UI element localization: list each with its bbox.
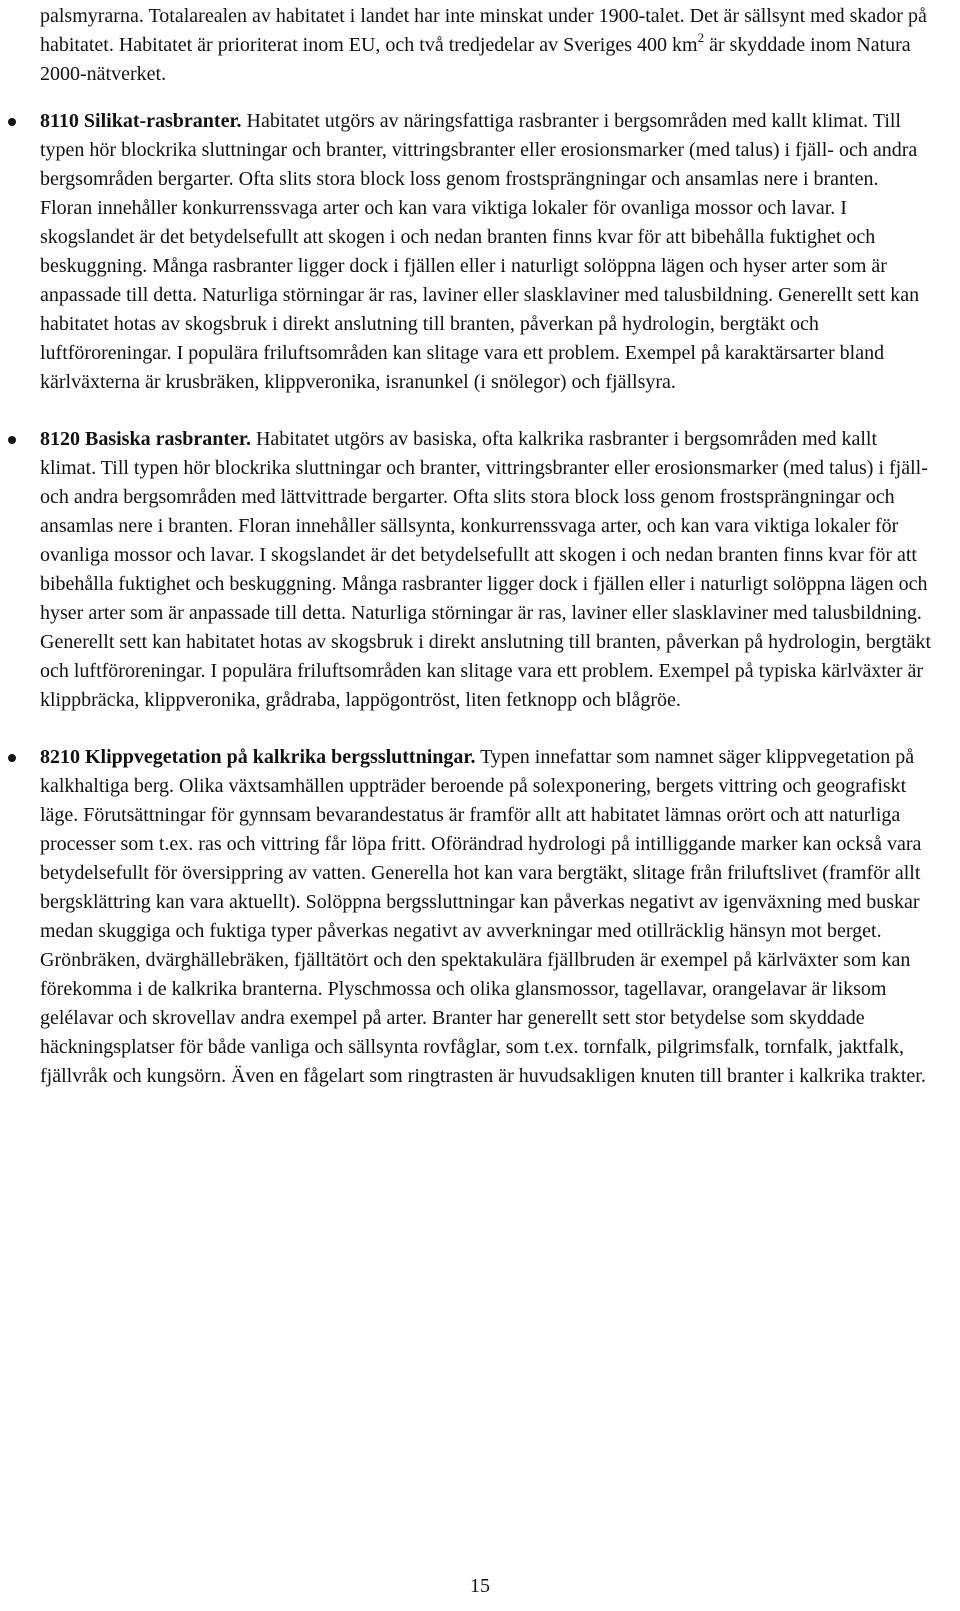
habitat-list <box>40 107 932 1091</box>
superscript-two: 2 <box>697 30 705 46</box>
item-title: 8210 Klippvegetation på kalkrika bergssluttningar. <box>40 746 476 768</box>
page-number: 15 <box>470 1575 490 1597</box>
intro-paragraph <box>40 2 932 89</box>
item-text: Habitatet utgörs av basiska, ofta kalkrika rasbranter i bergsområden med kallt klimat. Till typen hör blockrika sluttningar och branter, vittringsbranter eller erosionsmarker (med talus) i fjäll- och andra bergsområden med lättvittrade bergarter. Ofta slits stora block loss genom frostsprängningar och ansamlas nere i branten. Floran innehåller sällsynta, konkurrenssvaga arter, och kan vara viktiga lokaler för ovanliga mossor och lavar. I skogslandet är det betydelsefullt att skogen i och nedan branten finns kvar för att bibehålla fuktighet och beskuggning. Många rasbranter ligger dock i fjällen eller i naturligt solöppna lägen och hyser arter som är anpassade till detta. Naturliga störningar är ras, laviner eller slasklaviner med talusbildning. Generellt sett kan habitatet hotas av skogsbruk i direkt anslutning till branten, påverkan på hydrologin, bergtäkt och luftföroreningar. I populära friluftsområden kan slitage vara ett problem. Exempel på typiska kärlväxter är klippbräcka, klippveronika, grådraba, lappögontröst, liten fetknopp och blågröe. <box>40 428 932 711</box>
list-item-8210 <box>40 743 932 1091</box>
intro-text-end: är skyddade inom Natura 2000-nätverket. <box>40 34 911 85</box>
item-title: 8110 Silikat-rasbranter. <box>40 110 242 132</box>
list-item-8110 <box>40 107 932 397</box>
item-title: 8120 Basiska rasbranter. <box>40 428 251 450</box>
list-item-8120 <box>40 425 932 715</box>
item-text: Habitatet utgörs av näringsfattiga rasbranter i bergsområden med kallt klimat. Till typen hör blockrika sluttningar och branter, vittringsbranter eller erosionsmarker (med talus) i fjäll- och andra bergsområden bergarter. Ofta slits stora block loss genom frostsprängningar och ansamlas nere i branten. Floran innehåller konkurrenssvaga arter och kan vara viktiga lokaler för ovanliga mossor och lavar. I skogslandet är det betydelsefullt att skogen i och nedan branten finns kvar för att bibehålla fuktighet och beskuggning. Många rasbranter ligger dock i fjällen eller i naturligt solöppna lägen och hyser arter som är anpassade till detta. Naturliga störningar är ras, laviner eller slasklaviner med talusbildning. Generellt sett kan habitatet hotas av skogsbruk i direkt anslutning till branten, påverkan på hydrologin, bergtäkt och luftföroreningar. I populära friluftsområden kan slitage vara ett problem. Exempel på karaktärsarter bland kärlväxterna är krusbräken, klippveronika, isranunkel (i snölegor) och fjällsyra. <box>40 110 920 393</box>
intro-text: palsmyrarna. Totalarealen av habitatet i landet har inte minskat under 1900-talet. Det är sällsynt med skador på habitatet. Habitatet är prioriterat inom EU, och två tredjedelar av Sveriges 400 km <box>40 5 927 56</box>
item-text: Typen innefattar som namnet säger klippvegetation på kalkhaltiga berg. Olika växtsamhällen uppträder beroende på solexponering, bergets vittring och geografiskt läge. Förutsättningar för gynnsam bevarandestatus är framför allt att habitatet lämnas orört och att naturliga processer som t.ex. ras och vittring får löpa fritt. Oförändrad hydrologi på intilliggande marker kan också vara betydelsefullt för översippring av vatten. Generella hot kan vara bergtäkt, slitage från friluftslivet (framför allt bergsklättring kan vara aktuellt). Solöppna bergssluttningar kan påverkas negativt av igenväxning med buskar medan skuggiga och fuktiga typer påverkas negativt av avverkningar med otillräcklig hänsyn mot berget. Grönbräken, dvärghällebräken, fjälltätört och den spektakulära fjällbruden är exempel på kärlväxter som kan förekomma i de kalkrika branterna. Plyschmossa och olika glansmossor, tagellavar, orangelavar är liksom gelélavar och skrovellav andra exempel på arter. Branter har generellt sett stor betydelse som skyddade häckningsplatser för både vanliga och sällsynta rovfåglar, som t.ex. tornfalk, pilgrimsfalk, tornfalk, jaktfalk, fjällvråk och kungsörn. Även en fågelart som ringtrasten är huvudsakligen knuten till branter i kalkrika trakter. <box>40 746 926 1087</box>
